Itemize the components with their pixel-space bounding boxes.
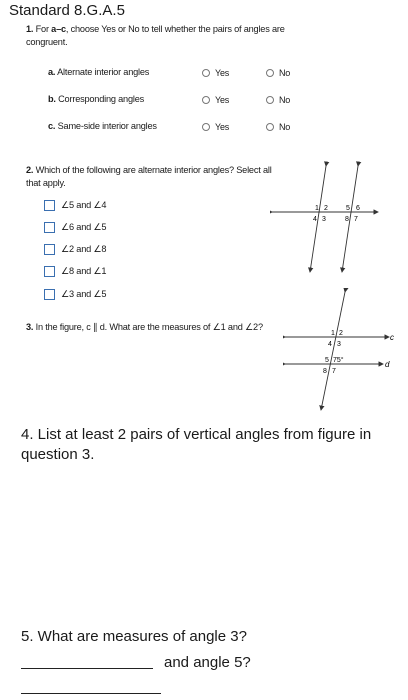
angle-label: 5 bbox=[346, 205, 350, 212]
line-label-c: c bbox=[390, 333, 394, 342]
radio-circle-icon[interactable] bbox=[266, 123, 274, 131]
angle-label: 7 bbox=[332, 368, 336, 375]
question-1-row-a: a. Alternate interior angles Yes No bbox=[48, 67, 291, 78]
q2-transversal-figure bbox=[270, 160, 380, 276]
q2-option-5[interactable]: ∠3 and ∠5 bbox=[44, 289, 106, 300]
question-1-row-b: b. Corresponding angles Yes No bbox=[48, 94, 291, 105]
row-b-yes-radio[interactable]: Yes bbox=[202, 95, 229, 105]
checkbox-icon[interactable] bbox=[44, 289, 55, 300]
question-1-prompt: 1. For a–c, choose Yes or No to tell whether the pairs of angles are congruent. bbox=[26, 24, 285, 47]
angle-label: 5 bbox=[325, 357, 329, 364]
angle-label: 4 bbox=[313, 216, 317, 223]
page-title: Standard 8.G.A.5 bbox=[9, 2, 125, 19]
angle-label: 2 bbox=[324, 205, 328, 212]
question-5-and-text: and angle 5? bbox=[164, 654, 251, 671]
angle-label: 1 bbox=[331, 330, 335, 337]
row-c-yes-radio[interactable]: Yes bbox=[202, 122, 229, 132]
question-1-number: 1. bbox=[26, 24, 34, 34]
checkbox-icon[interactable] bbox=[44, 222, 55, 233]
angle-label: 8 bbox=[323, 368, 327, 375]
q3-parallel-lines-figure bbox=[283, 288, 398, 414]
checkbox-icon[interactable] bbox=[44, 266, 55, 277]
checkbox-icon[interactable] bbox=[44, 244, 55, 255]
answer-blank-angle-3[interactable] bbox=[21, 668, 153, 669]
radio-circle-icon[interactable] bbox=[202, 123, 210, 131]
q2-option-1[interactable]: ∠5 and ∠4 bbox=[44, 200, 106, 211]
angle-label: 3 bbox=[322, 216, 326, 223]
radio-circle-icon[interactable] bbox=[202, 69, 210, 77]
question-1-row-c: c. Same-side interior angles Yes No bbox=[48, 121, 291, 132]
line-label-d: d bbox=[385, 360, 390, 369]
answer-blank-angle-5[interactable] bbox=[21, 693, 161, 694]
radio-circle-icon[interactable] bbox=[202, 96, 210, 104]
row-a-yes-radio[interactable]: Yes bbox=[202, 68, 229, 78]
row-c-no-radio[interactable]: No bbox=[266, 122, 290, 132]
question-3-number: 3. bbox=[26, 322, 34, 332]
question-5-prompt: 5. What are measures of angle 3? bbox=[21, 628, 247, 645]
row-a-no-radio[interactable]: No bbox=[266, 68, 290, 78]
question-2-prompt: 2. Which of the following are alternate interior angles? Select all that apply. bbox=[26, 165, 272, 188]
q2-option-3[interactable]: ∠2 and ∠8 bbox=[44, 244, 106, 255]
checkbox-icon[interactable] bbox=[44, 200, 55, 211]
angle-label: 2 bbox=[339, 330, 343, 337]
radio-circle-icon[interactable] bbox=[266, 96, 274, 104]
angle-label: 6 bbox=[356, 205, 360, 212]
q2-option-2[interactable]: ∠6 and ∠5 bbox=[44, 222, 106, 233]
angle-label: 7 bbox=[354, 216, 358, 223]
transversal-line bbox=[321, 292, 345, 410]
angle-label: 3 bbox=[337, 341, 341, 348]
angle-label: 8 bbox=[345, 216, 349, 223]
angle-label: 4 bbox=[328, 341, 332, 348]
row-b-no-radio[interactable]: No bbox=[266, 95, 290, 105]
question-4-prompt: 4. List at least 2 pairs of vertical angles from figure in question 3. bbox=[21, 426, 372, 463]
angle-measure-label: 75° bbox=[333, 357, 344, 364]
question-2-number: 2. bbox=[26, 165, 34, 175]
angle-label: 1 bbox=[315, 205, 319, 212]
question-3-prompt: 3. In the figure, c ∥ d. What are the measures of ∠1 and ∠2? bbox=[26, 322, 263, 332]
radio-circle-icon[interactable] bbox=[266, 69, 274, 77]
q2-option-4[interactable]: ∠8 and ∠1 bbox=[44, 266, 106, 277]
